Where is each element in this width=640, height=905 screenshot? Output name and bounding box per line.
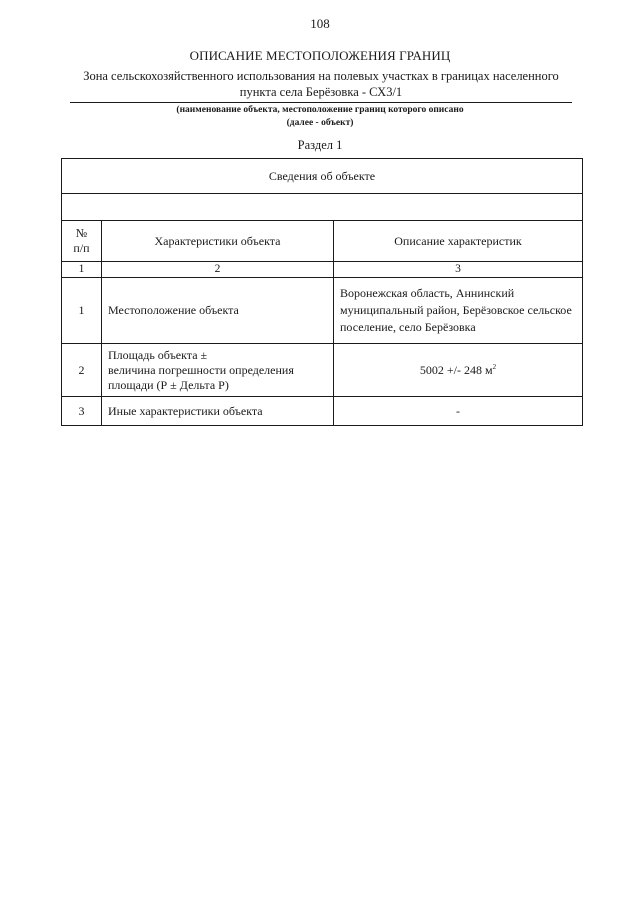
document-title: ОПИСАНИЕ МЕСТОПОЛОЖЕНИЯ ГРАНИЦ [189,48,451,63]
area-value: 5002 +/- 248 м [419,362,493,377]
table-heading-row [62,159,583,194]
row-characteristic-line-2: величина погрешности определения площади (Р ± Дельта Р) [108,362,294,392]
page-number: 108 [310,16,330,31]
section-title: Раздел 1 [297,138,343,152]
column-header-characteristics: Характеристики объекта [102,221,334,262]
table-empty-row [62,194,583,221]
column-number-3: 3 [334,262,583,278]
table-column-number-row [62,262,583,278]
object-name-line-2: пункта села Берёзовка - СХ3/1 [239,85,403,99]
object-info-table [61,158,583,426]
table-row [62,344,583,397]
row-description: Воронежская область, Аннинский муниципальный район, Берёзовское сельское поселение, село Берёзовка [334,278,583,344]
row-number: 1 [62,278,102,344]
table-row [62,397,583,426]
table-row [62,278,583,344]
table-empty-cell [62,194,583,221]
row-characteristic-line-1: Площадь объекта ± [108,347,208,362]
column-header-description: Описание характеристик [334,221,583,262]
row-characteristic: Иные характеристики объекта [102,397,334,426]
row-characteristic [102,344,334,397]
column-header-number [62,221,102,262]
column-number-2: 2 [102,262,334,278]
column-number-1: 1 [62,262,102,278]
table-heading: Сведения об объекте [62,159,583,194]
area-unit-superscript: 2 [492,362,497,371]
object-name-line-1: Зона сельскохозяйственного использования на полевых участках в границах населенного [83,69,559,83]
object-caption-line-1: (наименование объекта, местоположение границ которого описано [176,105,464,115]
row-description: - [334,397,583,426]
column-header-number-line-1: № [75,226,88,240]
row-number: 3 [62,397,102,426]
table-column-header-row [62,221,583,262]
row-characteristic: Местоположение объекта [102,278,334,344]
row-number: 2 [62,344,102,397]
object-name [70,68,572,103]
row-description [334,344,583,397]
column-header-number-line-2: п/п [73,241,90,255]
object-caption-line-2: (далее - объект) [286,118,354,128]
object-caption [0,104,640,130]
